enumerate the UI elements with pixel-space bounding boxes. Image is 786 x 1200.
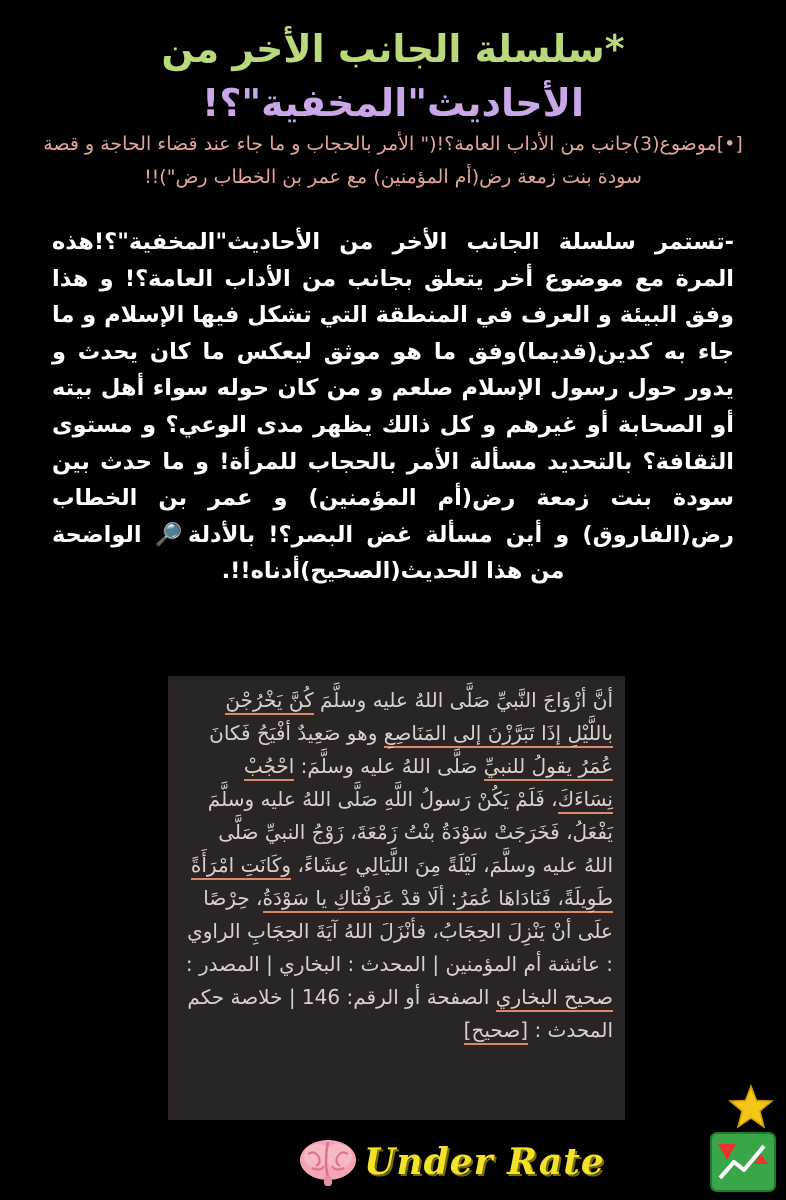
brain-icon — [296, 1136, 360, 1188]
star-icon — [728, 1084, 774, 1130]
hadith-highlight-4: وكَانَتِ امْرَأَةً طَوِيلَةً، فَنَادَاهَا عُمَرُ: ألَا قدْ عَرَفْنَاكِ يا سَوْدَةُ — [191, 853, 613, 913]
hadith-source: صحيح البخاري — [496, 985, 613, 1012]
hadith-highlight-3: احْجُبْ نِسَاءَكَ — [244, 754, 613, 814]
title-line-1: *سلسلة الجانب الأخر من — [161, 27, 625, 71]
body-paragraph: -تستمر سلسلة الجانب الأخر من الأحاديث"المخفية"؟!هذه المرة مع موضوع أخر يتعلق بجانب من الأداب العامة؟! و هذا وفق البيئة و العرف في المنطقة التي تشكل فيها الإسلام و ما جاء به كدين(قديما)وفق ما هو موثق ليعكس ما كان يحدث و يدور حول رسول الإسلام صلعم و من كان حوله سواء أهل بيته أو الصحابة أو غيرهم و كل ذالك يظهر مدى الوعي؟ و مستوى الثقافة؟ بالتحديد مسألة الأمر بالحجاب للمرأة! و ما حدث بين سودة بنت زمعة رض(أم المؤمنين) و عمر بن الخطاب رض(الفاروق) و أين مسألة غض البصر؟! بالأدلة🔎 الواضحة من هذا الحديث(الصحيح)أدناه!!. — [52, 229, 734, 585]
footer-label: Under Rate — [364, 1141, 605, 1183]
hadith-grade: [صحيح] — [464, 1018, 528, 1045]
topic-heading: [•]موضوع(3)جانب من الأداب العامة؟!(" الأمر بالحجاب و ما جاء عند قضاء الحاجة و قصة سودة بنت زمعة رض(أم المؤمنين) مع عمر بن الخطاب رض")!! — [43, 133, 743, 188]
hadith-text-4: ، فَلَمْ يَكُنْ رَسولُ اللَّهِ صَلَّى اللهُ عليه وسلَّمَ يَفْعَلُ، فَخَرَجَتْ سَوْدَةُ بنْتُ زَمْعَةَ، زَوْجُ النبيِّ صَلَّى اللهُ عليه وسلَّمَ، لَيْلَةً مِنَ اللَّيَالِي عِشَاءً، — [207, 787, 613, 877]
hadith-text-5: ، حِرْصًا علَى أنْ يَنْزِلَ الحِجَابُ، فأنْزَلَ اللهُ آيَةَ الحِجَابِ — [203, 886, 613, 943]
hadith-highlight-2: عُمَرُ يقولُ للنبيِّ — [484, 754, 613, 781]
footer-branding — [296, 1132, 776, 1192]
hadith-narrator: الراوي : عائشة أم المؤمنين | المحدث : — [187, 919, 613, 976]
hadith-text-1: أنَّ أزْوَاجَ النَّبيِّ صَلَّى اللهُ عليه وسلَّمَ — [319, 688, 613, 712]
hadith-reference: الصفحة أو الرقم: 146 | خلاصة حكم المحدث : — [187, 985, 613, 1042]
hadith-highlight-1: كُنَّ يَخْرُجْنَ باللَّيْلِ إذَا تَبَرَّزْنَ إلى المَنَاصِعِ — [225, 688, 613, 748]
title-line-2: الأحاديث"المخفية"؟! — [201, 81, 584, 125]
hadith-source-label: البخاري | المصدر : — [185, 952, 342, 976]
chart-increasing-icon — [710, 1132, 776, 1192]
series-title — [40, 22, 746, 130]
hadith-text-3: صَلَّى اللهُ عليه وسلَّمَ: — [300, 754, 478, 778]
hadith-text-2: وهو صَعِيدٌ أفْيَحُ فَكانَ — [209, 721, 378, 745]
hadith-screenshot — [168, 676, 625, 1120]
